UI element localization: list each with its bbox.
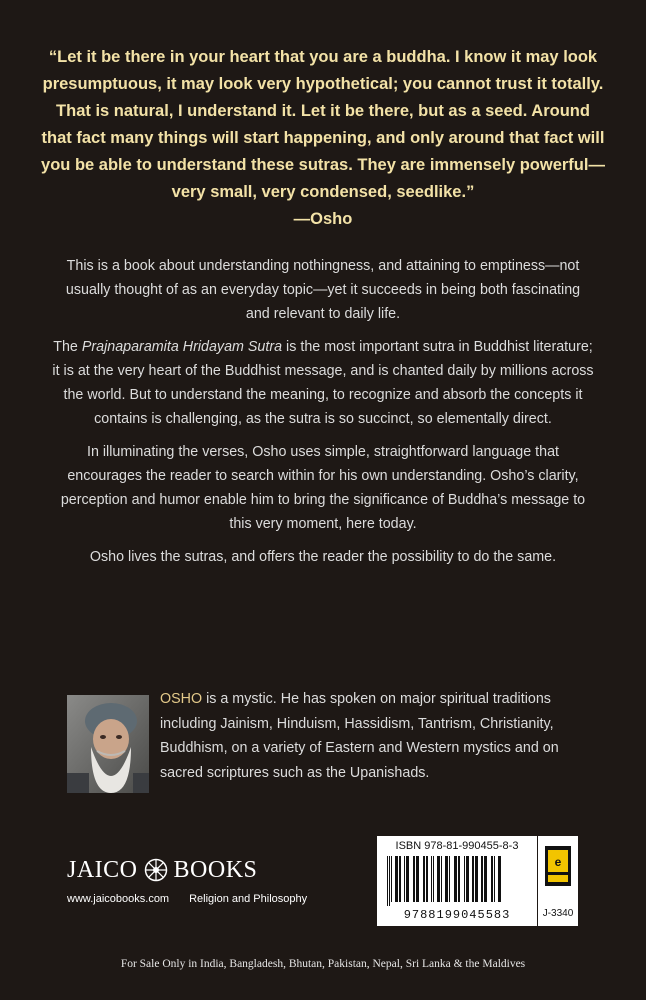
publisher-name-left: JAICO [67,856,138,883]
barcode-bar [413,856,415,902]
barcode-bar [433,856,434,902]
barcode-bar [399,856,401,902]
barcode-bar [391,856,392,902]
quote-attribution: —Osho [293,210,353,228]
product-code: J-3340 [542,908,574,919]
author-name: OSHO [160,691,203,707]
barcode-bar [437,856,440,902]
publisher-logo [67,855,337,885]
description-paragraph-3: In illuminating the verses, Osho uses simple, straightforward language that encourages the reader to search within for his own understanding. Osho’s clarity, perception and humor enable him to bring the significance of Buddha’s message to this very moment, here today. [60,444,586,532]
barcode-bar [404,856,405,902]
barcode-bar [498,856,501,902]
barcode-bar [395,856,398,902]
description-paragraph-2 [52,335,594,431]
sutra-title: Prajnaparamita Hridayam Sutra [81,339,283,355]
quote-text: “Let it be there in your heart that you are a buddha. I know it may look presumptuous, it may look very hypothetical; you cannot trust it totally. That is natural, I understand it. Let it be there, but as a seed. Around that fact many things will start happening, and only around that fact will you be able to understand these sutras. They are immensely powerful—very small, very condensed, seedlike.” [41,48,605,201]
barcode-bar [416,856,419,902]
barcode-bar [423,856,425,902]
barcode-bar [472,856,474,902]
description-text: The [53,339,82,355]
barcode-bar [466,856,469,902]
barcode-bar [387,856,388,906]
svg-text:e: e [554,855,562,869]
barcode-bar [445,856,448,902]
description-paragraph-1: This is a book about understanding nothingness, and attaining to emptiness—not usually thought of as an everyday topic—yet it succeeds in being both fascinating and relevant to daily life. [65,258,581,322]
ebook-badge-icon [545,846,571,886]
barcode-bar [494,856,495,902]
barcode [385,856,529,906]
sale-territory-note: For Sale Only in India, Bangladesh, Bhutan, Pakistan, Nepal, Sri Lanka & the Maldives [120,958,526,970]
barcode-bar [491,856,493,902]
barcode-bar [475,856,478,902]
barcode-bar [484,856,487,902]
barcode-bar [449,856,450,902]
barcode-bar [481,856,483,902]
barcode-bar [406,856,409,902]
author-bio-text: is a mystic. He has spoken on major spiritual traditions including Jainism, Hinduism, Hassidism, Tantrism, Christianity, Buddhism, on a variety of Eastern and Western mystics and on sacred scriptures such as the Upanishads. [160,691,559,781]
format-badge-panel [538,836,578,926]
description-text: is the most important sutra in Buddhist literature; it is at the very heart of the Buddhist message, and is chanted daily by millions across the world. But to understand the meaning, to recognize and absorb the concepts it contains is challenging, as the sutra is so succinct, so elementally direct. [52,339,594,427]
barcode-bar [454,856,457,902]
isbn-label: ISBN 978-81-990455-8-3 [395,840,519,852]
dharma-wheel-icon [144,858,168,882]
publisher-block [67,855,337,905]
barcode-bar [458,856,460,902]
barcode-bar [441,856,442,902]
barcode-digits: 9788199045583 [403,908,511,922]
publisher-name-right: BOOKS [173,856,258,883]
barcode-bar [464,856,465,902]
book-category: Religion and Philosophy [189,893,308,905]
book-description [52,254,594,578]
author-photo [67,695,149,793]
barcode-bar [431,856,432,902]
barcode-bar [426,856,428,902]
barcode-bar [389,856,390,906]
author-bio [160,687,594,785]
isbn-barcode-panel [377,836,537,926]
description-paragraph-4: Osho lives the sutras, and offers the reader the possibility to do the same. [89,549,557,565]
publisher-website: www.jaicobooks.com [67,893,170,905]
pull-quote [40,44,606,233]
